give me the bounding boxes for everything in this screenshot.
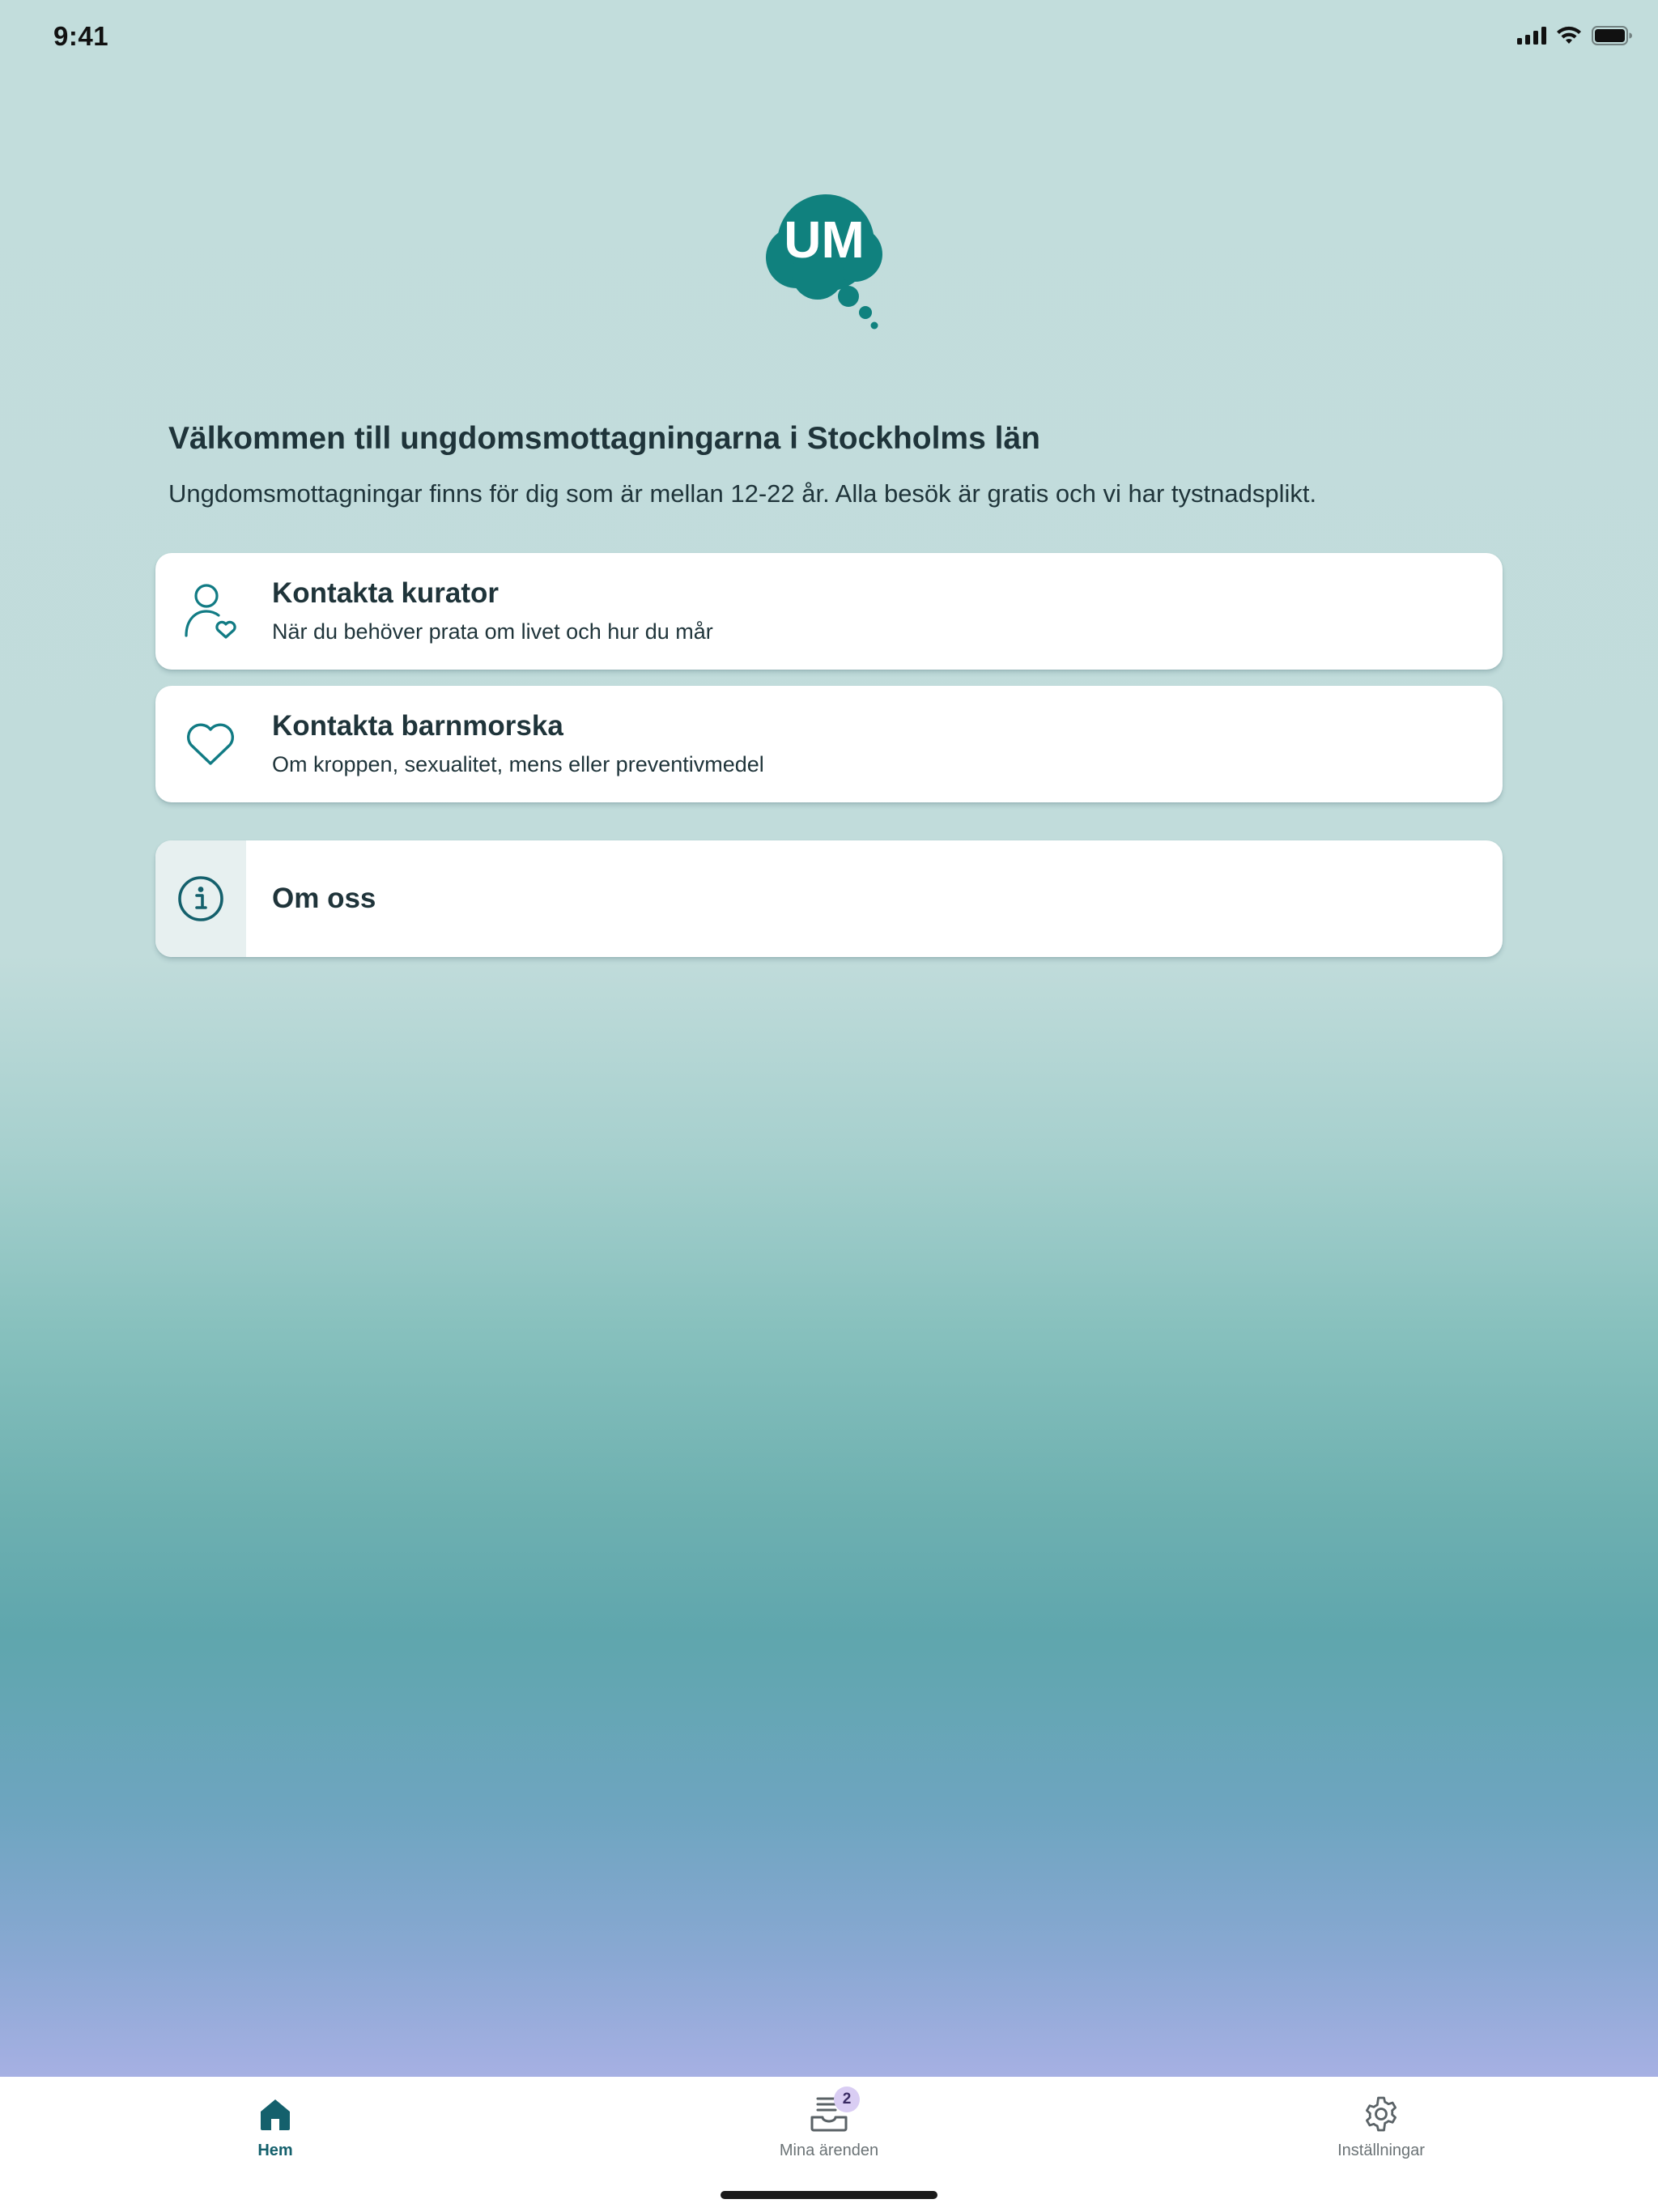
card-title: Om oss — [272, 883, 376, 914]
um-logo — [764, 194, 886, 332]
card-subtitle: Om kroppen, sexualitet, mens eller preventivmedel — [272, 752, 764, 776]
notification-badge: 2 — [834, 2087, 860, 2112]
cellular-signal-icon — [1517, 27, 1546, 45]
card-subtitle: När du behöver prata om livet och hur du mår — [272, 619, 713, 644]
card-title: Kontakta barnmorska — [272, 710, 563, 742]
welcome-title: Välkommen till ungdomsmottagningarna i Stockholms län — [168, 421, 1040, 456]
home-indicator[interactable] — [721, 2191, 937, 2199]
status-bar — [0, 0, 1658, 73]
status-icons — [1517, 26, 1632, 45]
logo-text: UM — [784, 211, 865, 269]
tab-label: Hem — [257, 2142, 293, 2159]
tab-label: Inställningar — [1337, 2142, 1425, 2159]
wifi-icon — [1556, 26, 1582, 45]
battery-icon — [1592, 26, 1632, 45]
home-icon — [253, 2091, 298, 2137]
tab-my-cases[interactable] — [732, 2085, 926, 2174]
about-us-card[interactable] — [155, 840, 1503, 957]
contact-midwife-card[interactable] — [155, 686, 1503, 802]
inbox-icon — [806, 2091, 852, 2137]
gear-icon — [1358, 2091, 1404, 2137]
tab-label: Mina ärenden — [779, 2142, 879, 2159]
tab-settings[interactable] — [1284, 2085, 1478, 2174]
info-icon — [175, 863, 227, 934]
card-title: Kontakta kurator — [272, 577, 500, 609]
status-time: 9:41 — [53, 21, 109, 51]
contact-counselor-card[interactable] — [155, 553, 1503, 670]
person-heart-icon — [172, 572, 249, 650]
heart-icon — [172, 705, 249, 783]
welcome-subtitle: Ungdomsmottagningar finns för dig som är mellan 12-22 år. Alla besök är gratis och vi har tystnadsplikt. — [168, 479, 1317, 508]
tab-bar — [0, 2077, 1658, 2212]
tab-home[interactable] — [178, 2085, 372, 2174]
